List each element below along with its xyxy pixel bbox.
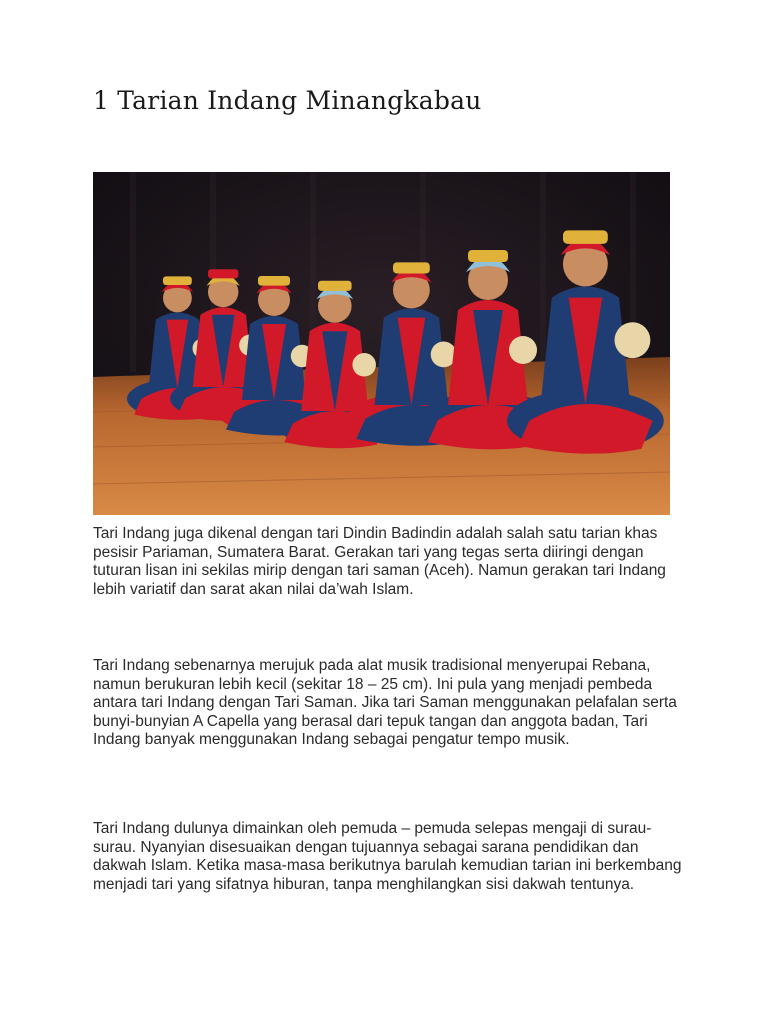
page-title: 1 Tarian Indang Minangkabau — [93, 86, 482, 115]
dancers-photo — [93, 172, 670, 515]
dancers-illustration — [93, 172, 670, 515]
paragraph-2: Tari Indang sebenarnya merujuk pada alat musik tradisional menyerupai Rebana, namun berukuran lebih kecil (sekitar 18 – 25 cm). Ini pula yang menjadi pembeda antara tari Indang dengan Tari Saman. Jika tari Saman menggunakan pelafalan serta bunyi-bunyian A Capella yang berasal dari tepuk tangan dan anggota badan, Tari Indang banyak menggunakan Indang sebagai pengatur tempo musik. — [93, 657, 677, 749]
paragraph-1: Tari Indang juga dikenal dengan tari Dindin Badindin adalah salah satu tarian khas pesisir Pariaman, Sumatera Barat. Gerakan tari yang tegas serta diiringi dengan tuturan lisan ini sekilas mirip dengan tari saman (Aceh). Namun gerakan tari Indang lebih variatif dan sarat akan nilai da’wah Islam. — [93, 525, 666, 598]
paragraph-3: Tari Indang dulunya dimainkan oleh pemuda – pemuda selepas mengaji di surau-surau. Nyanyian disesuaikan dengan tujuannya sebagai sarana pendidikan dan dakwah Islam. Ketika masa-masa berikutnya barulah kemudian tarian ini berkembang menjadi tari yang sifatnya hiburan, tanpa menghilangkan sisi dakwah tentunya. — [93, 820, 682, 893]
